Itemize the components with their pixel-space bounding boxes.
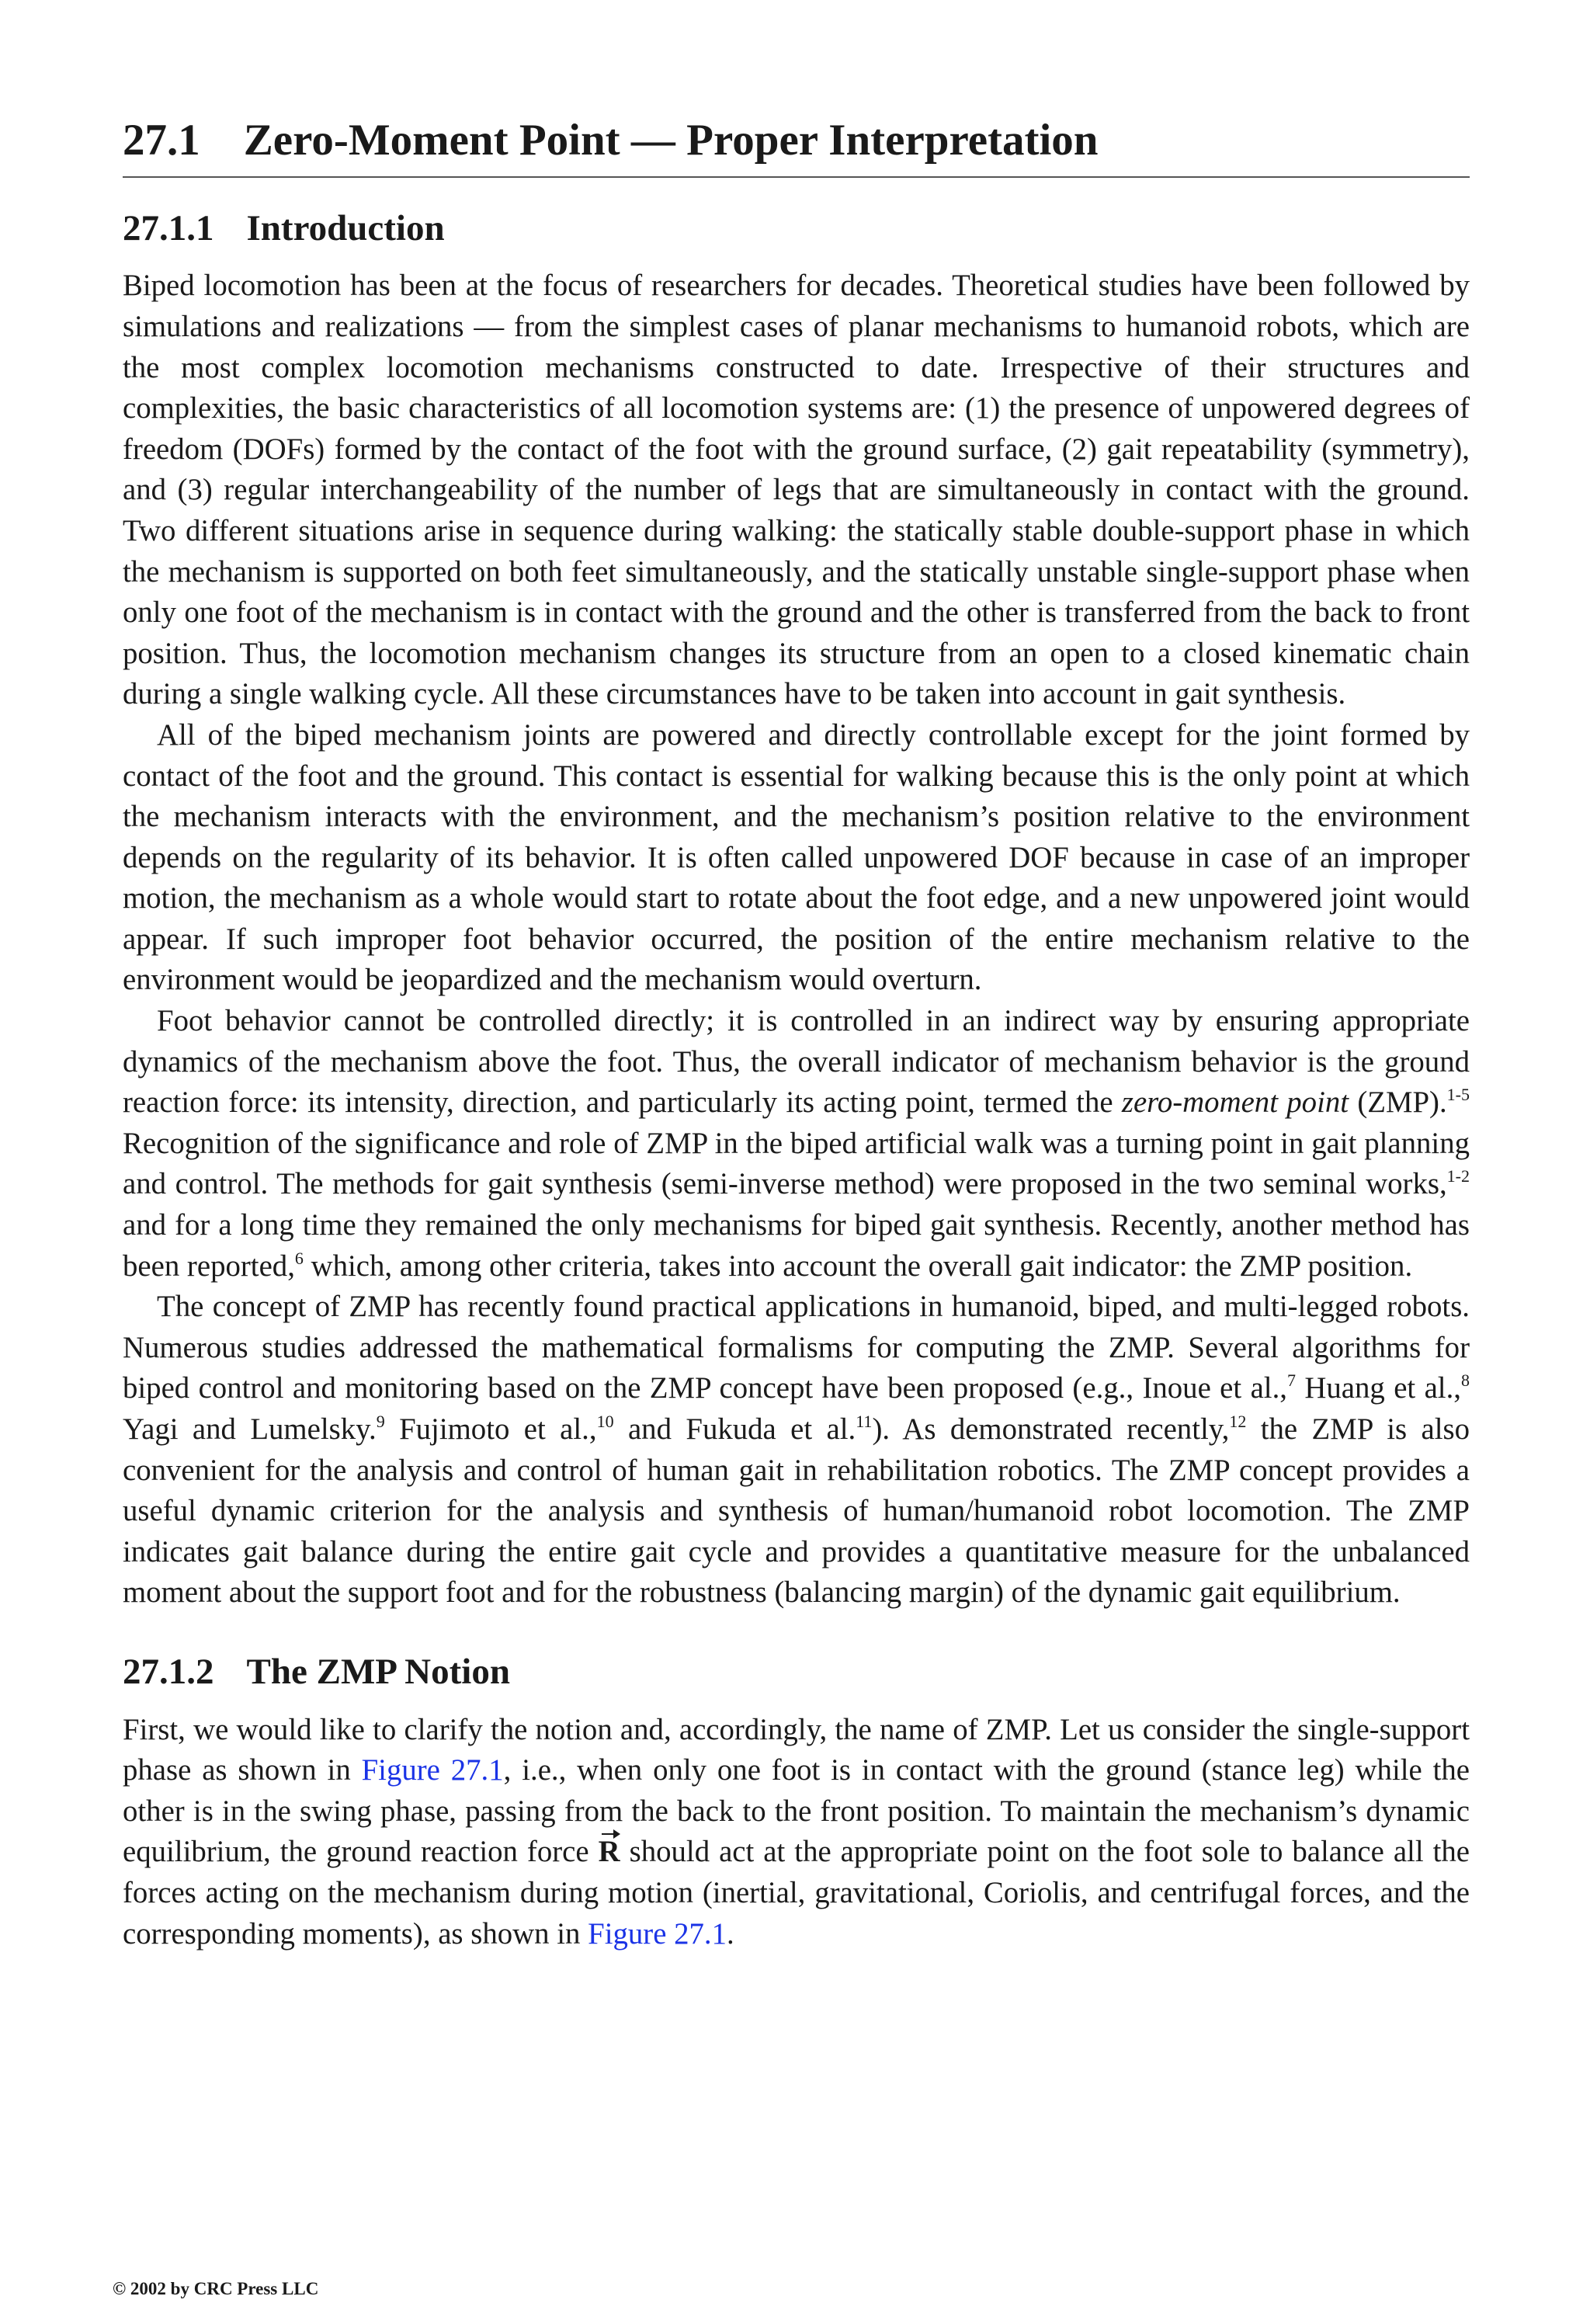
text-run: Fujimoto et al.,: [384, 1412, 597, 1446]
text-run: Yagi and Lumelsky.: [123, 1412, 377, 1446]
text-run: Foot behavior cannot be controlled directly; it is controlled in an indirect way by ensuring appropriate dynamics of the mechanism above the foot. Thus, the overall indicator of mechanism behavior is the ground reaction force: its intensity, direction, and particularly its acting point, termed the: [123, 1004, 1470, 1120]
copyright-footer: © 2002 by CRC Press LLC: [113, 2279, 319, 2298]
text-run: should act at the appropriate point on the foot sole to balance all the forces acting on the mechanism during motion (inertial, gravitational, Coriolis, and centrifugal forces, and the corresponding moments), as shown in: [123, 1835, 1470, 1951]
section-number: 27.1: [123, 116, 200, 165]
intro-paragraph-4: [123, 1287, 1470, 1614]
figure-link[interactable]: Figure 27.1: [588, 1916, 727, 1951]
text-run: First, we would like to clarify the notion and, accordingly, the name of ZMP. Let us consider the single-support phase as shown in: [123, 1712, 1470, 1787]
subsection-title-text: Introduction: [246, 207, 445, 248]
reference: 6: [294, 1248, 304, 1268]
vector-r-symbol: R: [599, 1832, 620, 1873]
reference: 11: [856, 1412, 873, 1431]
reference: 1-5: [1446, 1085, 1470, 1105]
reference: 1-2: [1446, 1166, 1470, 1186]
text-run: which, among other criteria, takes into account the overall gait indicator: the ZMP position.: [303, 1249, 1413, 1283]
term-zmp: zero-moment point: [1121, 1086, 1349, 1120]
intro-paragraph-1: Biped locomotion has been at the focus of researchers for decades. Theoretical studies have been followed by simulations and realizations — from the simplest cases of planar mechanisms to humanoid robots, which are the most complex locomotion mechanisms constructed to date. Irrespective of their structures and complexities, the basic characteristics of all locomotion systems are: (1) the presence of unpowered degrees of freedom (DOFs) formed by the contact of the foot with the ground surface, (2) gait repeatability (symmetry), and (3) regular interchangeability of the number of legs that are simultaneously in contact with the ground. Two different situations arise in sequence during walking: the statically stable double-support phase in which the mechanism is supported on both feet simultaneously, and the statically unstable single-support phase when only one foot of the mechanism is in contact with the ground and the other is transferred from the back to front position. Thus, the locomotion mechanism changes its structure from an open to a closed kinematic chain during a single walking cycle. All these circumstances have to be taken into account in gait synthesis.: [123, 269, 1470, 711]
text-run: Huang et al.,: [1295, 1371, 1461, 1405]
zmp-notion-paragraph: [123, 1710, 1470, 1955]
subsection-number: 27.1.1: [123, 207, 214, 248]
subsection-number: 27.1.2: [123, 1651, 214, 1692]
text-run: The concept of ZMP has recently found practical applications in humanoid, biped, and multi-legged robots. Numerous studies addressed the mathematical formalisms for computing the ZMP. Several algorithms for biped control and monitoring based on the ZMP concept have been proposed (e.g., Inoue et al.,: [123, 1290, 1470, 1405]
reference: 9: [376, 1412, 385, 1431]
reference: 8: [1461, 1370, 1470, 1391]
text-run: Recognition of the significance and role of ZMP in the biped artificial walk was a turning point in gait planning and control. The methods for gait synthesis (semi-inverse method) were proposed in the two seminal works,: [123, 1126, 1470, 1201]
text-run: and for a long time they remained the only mechanisms for biped gait synthesis. Recently, another method has been reported,: [123, 1208, 1470, 1283]
intro-paragraph-3: [123, 1001, 1470, 1287]
intro-paragraph-2: All of the biped mechanism joints are powered and directly controllable except for the joint formed by contact of the foot and the ground. This contact is essential for walking because this is the only point at which the mechanism interacts with the environment, and the mechanism’s position relative to the environment depends on the regularity of its behavior. It is often called unpowered DOF because in case of an improper motion, the mechanism as a whole would start to rotate about the foot edge, and a new unpowered joint would appear. If such improper foot behavior occurred, the position of the entire mechanism relative to the environment would be jeopardized and the mechanism would overturn.: [123, 717, 1470, 997]
document-page: [123, 116, 1470, 1954]
section-title-text: Zero-Moment Point — Proper Interpretation: [243, 116, 1099, 165]
text-run: and Fukuda et al.: [613, 1412, 856, 1446]
text-run: (ZMP).: [1349, 1086, 1447, 1120]
text-run: .: [727, 1916, 734, 1951]
subsection-title-zmp-notion: [123, 1652, 1470, 1693]
reference: 10: [596, 1412, 614, 1431]
figure-link[interactable]: Figure 27.1: [361, 1753, 504, 1787]
reference: 12: [1229, 1412, 1247, 1431]
subsection-title-introduction: [123, 209, 1470, 249]
text-run: ). As demonstrated recently,: [872, 1412, 1230, 1446]
reference: 7: [1286, 1370, 1296, 1391]
section-title: [123, 116, 1470, 178]
text-run: the ZMP is also convenient for the analysis and control of human gait in rehabilitation robotics. The ZMP concept provides a useful dynamic criterion for the analysis and synthesis of human/humanoid robot locomotion. The ZMP indicates gait balance during the entire gait cycle and provides a quantitative measure for the unbalanced moment about the support foot and for the robustness (balancing margin) of the dynamic gait equilibrium.: [123, 1412, 1470, 1610]
text-run: , i.e., when only one foot is in contact with the ground (stance leg) while the other is in the swing phase, passing from the back to the front position. To maintain the mechanism’s dynamic equilibrium, the ground reaction force: [123, 1753, 1470, 1869]
subsection-title-text: The ZMP Notion: [246, 1651, 510, 1692]
